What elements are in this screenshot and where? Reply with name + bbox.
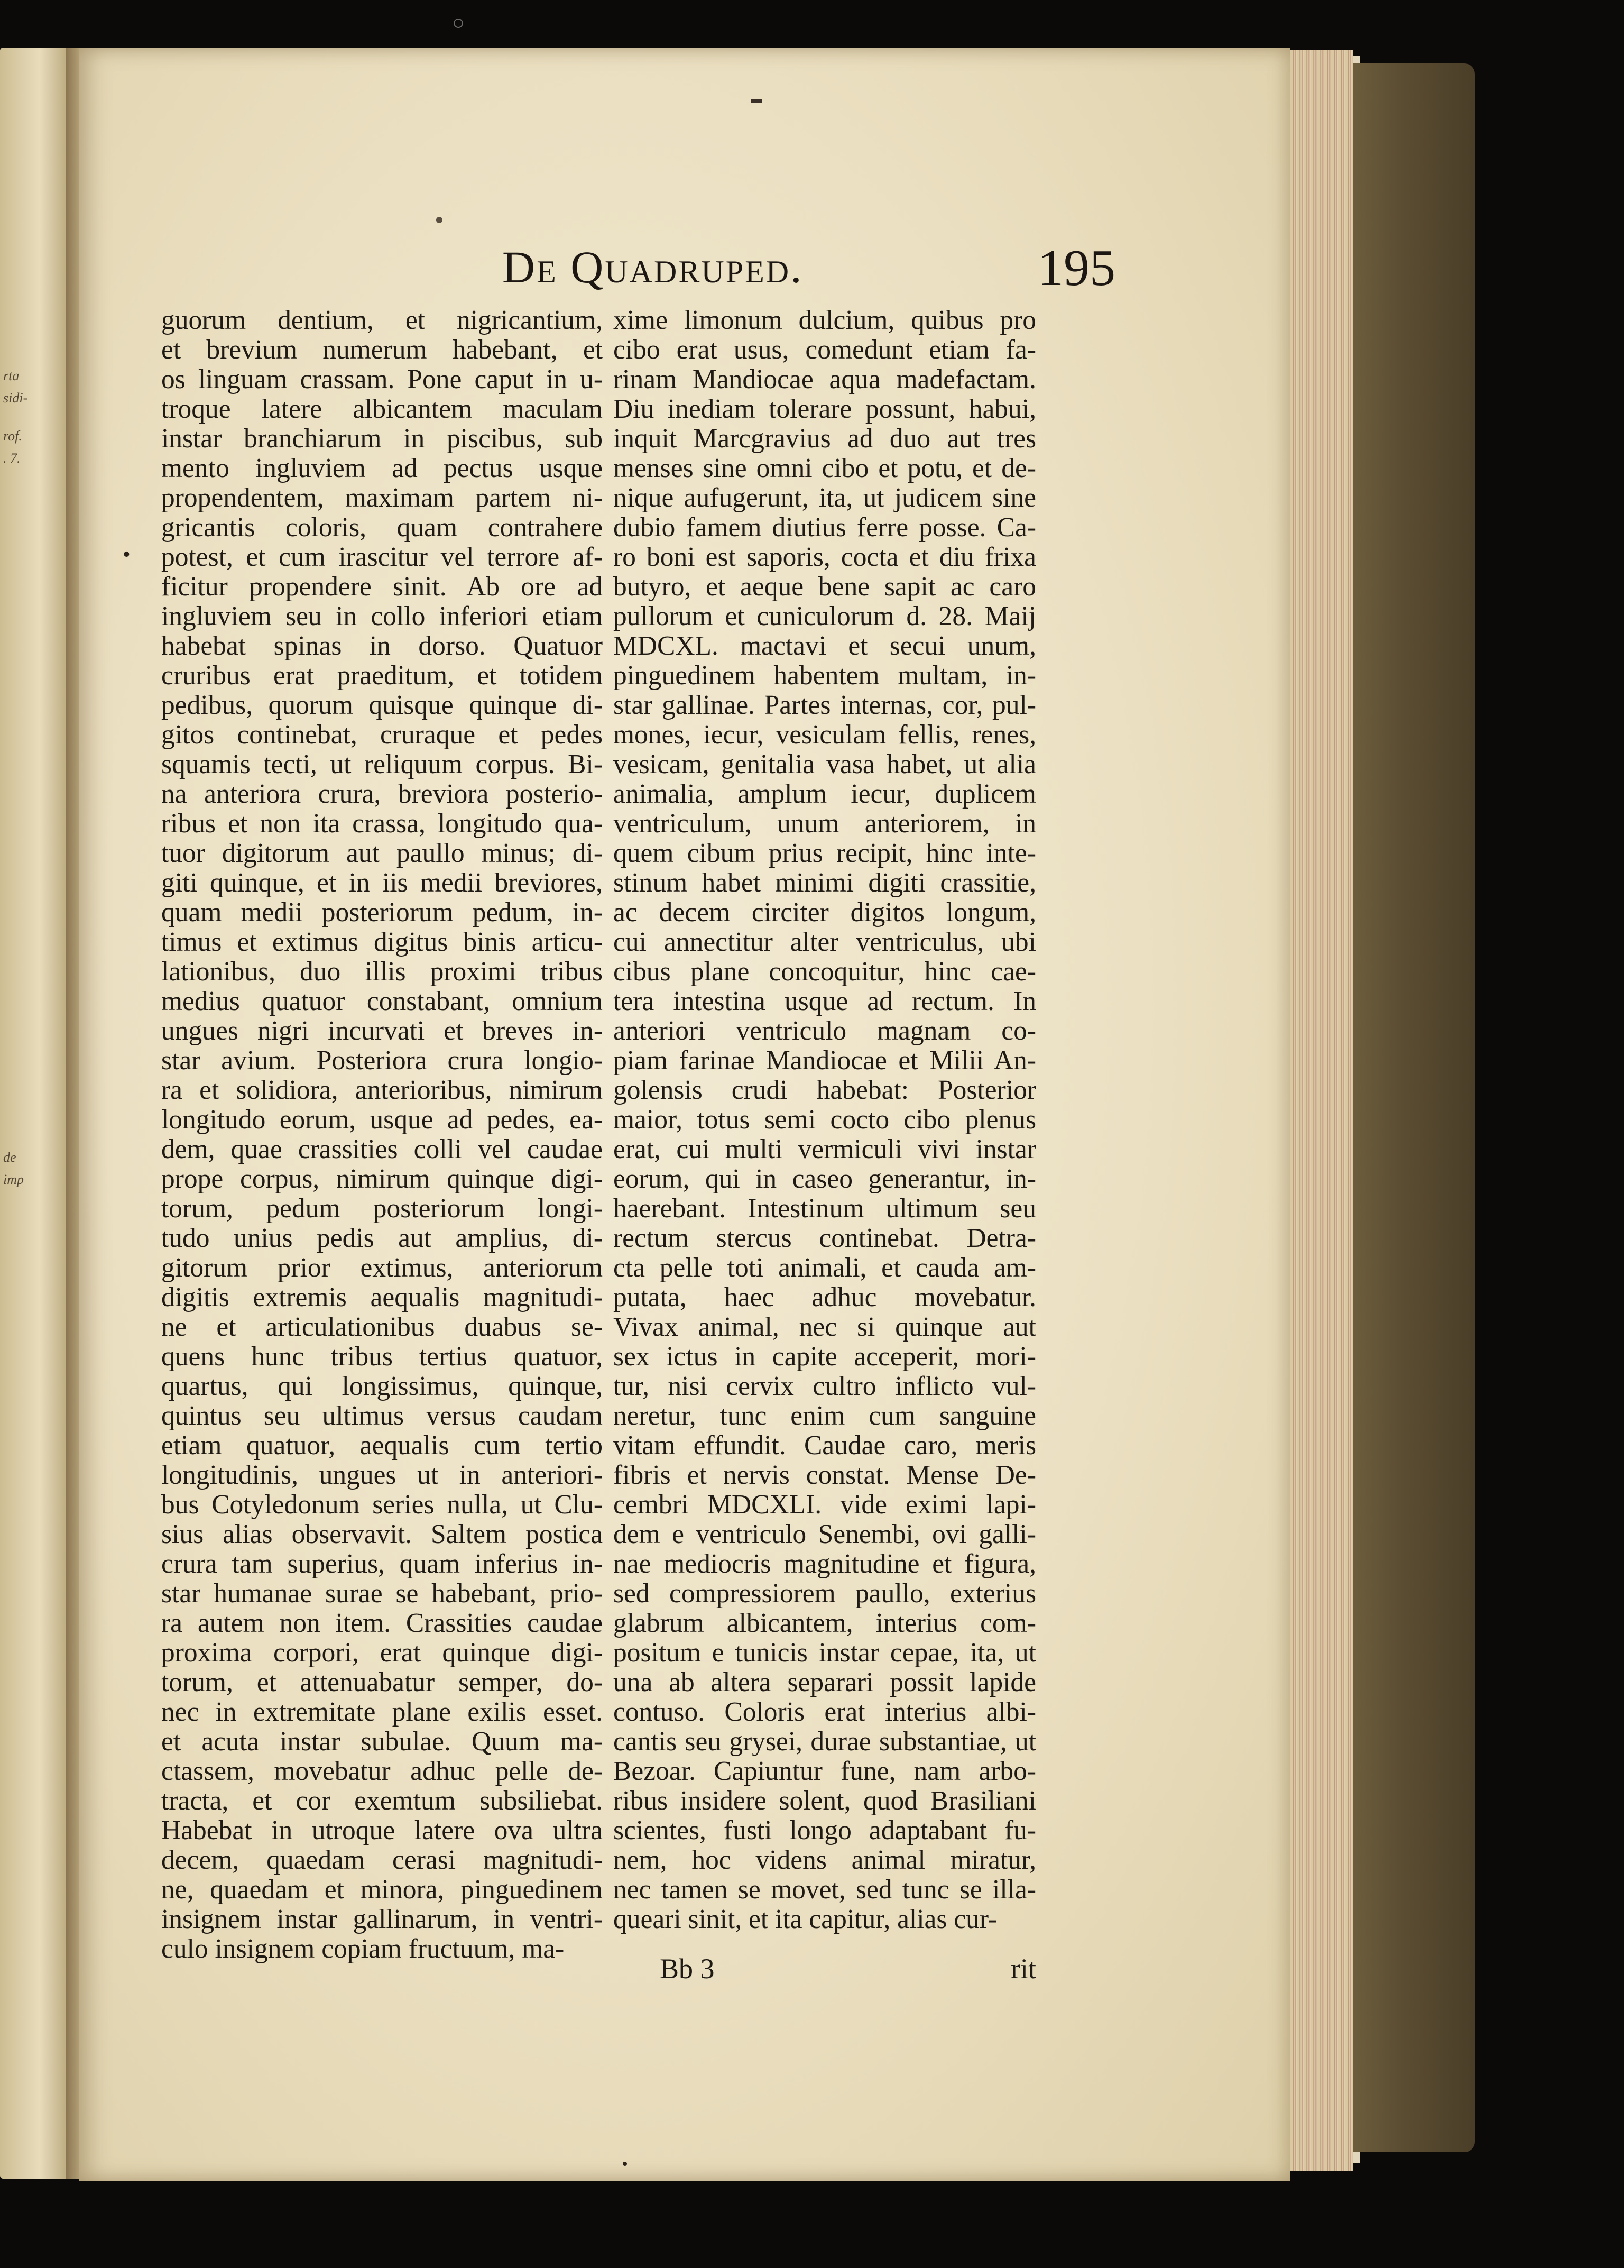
text-line: pinguedinem habentem multam, in- [613, 661, 1036, 691]
text-line: cruribus erat praeditum, et totidem [161, 661, 603, 691]
ink-dot [436, 217, 442, 223]
text-line: anteriori ventriculo magnam co- [613, 1016, 1036, 1046]
text-line: rectum stercus continebat. Detra- [613, 1224, 1036, 1253]
text-line: Diu inediam tolerare possunt, habui, [613, 394, 1036, 424]
text-line: lationibus, duo illis proximi tribus [161, 957, 603, 987]
text-column-right [613, 306, 1036, 1966]
text-line: dubio famem diutius ferre posse. Ca- [613, 513, 1036, 543]
text-line: nique aufugerunt, ita, ut judicem sine [613, 483, 1036, 513]
text-line: medius quatuor constabant, omnium [161, 987, 603, 1016]
text-line: piam farinae Mandiocae et Milii An- [613, 1046, 1036, 1076]
book-cover [1353, 63, 1475, 2152]
text-line: tur, nisi cervix cultro inflicto vul- [613, 1372, 1036, 1401]
text-line: longitudo eorum, usque ad pedes, ea- [161, 1105, 603, 1135]
text-line: vitam effundit. Caudae caro, meris [613, 1431, 1036, 1461]
ink-dot [623, 2162, 627, 2166]
text-line: prope corpus, nimirum quinque digi- [161, 1164, 603, 1194]
text-line: etiam quatuor, aequalis cum tertio [161, 1431, 603, 1461]
text-line: dem, quae crassities colli vel caudae [161, 1135, 603, 1164]
catchword: rit [1011, 1953, 1036, 1985]
running-title: De Quadruped. [502, 242, 804, 292]
text-line: xime limonum dulcium, quibus pro [613, 306, 1036, 335]
margin-note: rta sidi- [3, 368, 28, 406]
text-line: fibris et nervis constat. Mense De- [613, 1461, 1036, 1490]
margin-mark: • [123, 543, 131, 567]
text-line: quintus seu ultimus versus caudam [161, 1401, 603, 1431]
text-line: gitorum prior extimus, anteriorum [161, 1253, 603, 1283]
text-line: cantis seu grysei, durae substantiae, ut [613, 1727, 1036, 1757]
text-line: gitos continebat, cruraque et pedes [161, 720, 603, 750]
text-line: guorum dentium, et nigricantium, [161, 306, 603, 335]
text-line: putata, haec adhuc movebatur. [613, 1283, 1036, 1312]
signature-mark: Bb 3 [660, 1953, 715, 1985]
text-line: giti quinque, et in iis medii breviores, [161, 868, 603, 898]
text-line: ribus insidere solent, quod Brasiliani [613, 1786, 1036, 1816]
text-line: tudo unius pedis aut amplius, di- [161, 1224, 603, 1253]
text-line: gricantis coloris, quam contrahere [161, 513, 603, 543]
text-line: instar branchiarum in piscibus, sub [161, 424, 603, 454]
text-column-left [161, 306, 603, 1966]
text-line: ra et solidiora, anterioribus, nimirum [161, 1076, 603, 1105]
text-line: na anteriora crura, breviora posterio- [161, 779, 603, 809]
text-line: cembri MDCXLI. vide eximi lapi- [613, 1490, 1036, 1520]
text-line: quens hunc tribus tertius quatuor, [161, 1342, 603, 1372]
text-line: Habebat in utroque latere ova ultra [161, 1816, 603, 1845]
text-line: glabrum albicantem, interius com- [613, 1609, 1036, 1638]
text-line: insignem instar gallinarum, in ventri- [161, 1905, 603, 1934]
text-line: star humanae surae se habebant, prio- [161, 1579, 603, 1609]
text-line: Vivax animal, nec si quinque aut [613, 1312, 1036, 1342]
text-line: mento ingluviem ad pectus usque [161, 454, 603, 483]
text-line: nec in extremitate plane exilis esset. [161, 1697, 603, 1727]
page-number: 195 [1038, 240, 1115, 297]
text-line: una ab altera separari possit lapide [613, 1668, 1036, 1697]
text-line: nec tamen se movet, sed tunc se illa- [613, 1875, 1036, 1905]
text-line: tracta, et cor exemtum subsiliebat. [161, 1786, 603, 1816]
margin-note: de imp [3, 1150, 24, 1187]
text-line: ribus et non ita crassa, longitudo qua- [161, 809, 603, 839]
margin-note: rof. . 7. [3, 428, 22, 466]
text-line: sex ictus in capite acceperit, mori- [613, 1342, 1036, 1372]
text-line: timus et extimus digitus binis articu- [161, 928, 603, 957]
text-line: eorum, qui in caseo generantur, in- [613, 1164, 1036, 1194]
text-line: positum e tunicis instar cepae, ita, ut [613, 1638, 1036, 1668]
text-line: torum, et attenuabatur semper, do- [161, 1668, 603, 1697]
text-line: queari sinit, et ita capitur, alias cur- [613, 1905, 998, 1934]
text-line: rinam Mandiocae aqua madefactam. [613, 365, 1036, 394]
text-line: culo insignem copiam fructuum, ma- [161, 1934, 565, 1964]
text-line: longitudinis, ungues ut in anteriori- [161, 1461, 603, 1490]
text-line: ac decem circiter digitos longum, [613, 898, 1036, 928]
text-line: squamis tecti, ut reliquum corpus. Bi- [161, 750, 603, 779]
text-line: quem cibum prius recipit, hinc inte- [613, 839, 1036, 868]
text-line: ra autem non item. Crassities caudae [161, 1609, 603, 1638]
text-line: ne, quaedam et minora, pinguedinem [161, 1875, 603, 1905]
running-head [79, 241, 1290, 304]
dash-mark [751, 99, 762, 103]
text-line: digitis extremis aequalis magnitudi- [161, 1283, 603, 1312]
text-line: et acuta instar subulae. Quum ma- [161, 1727, 603, 1757]
text-line: tuor digitorum aut paullo minus; di- [161, 839, 603, 868]
text-line: sius alias observavit. Saltem postica [161, 1520, 603, 1549]
text-line: star gallinae. Partes internas, cor, pul- [613, 691, 1036, 720]
text-line: stinum habet minimi digiti crassitie, [613, 868, 1036, 898]
ring-speck [454, 19, 463, 28]
text-line: nae mediocris magnitudine et figura, [613, 1549, 1036, 1579]
text-line: ficitur propendere sinit. Ab ore ad [161, 572, 603, 602]
text-line: mones, iecur, vesiculam fellis, renes, [613, 720, 1036, 750]
text-line: troque latere albicantem maculam [161, 394, 603, 424]
text-line: pullorum et cuniculorum d. 28. Maij [613, 602, 1036, 631]
text-line: et brevium numerum habebant, et [161, 335, 603, 365]
facing-page-edge [0, 48, 66, 2179]
text-line: ctassem, movebatur adhuc pelle de- [161, 1757, 603, 1786]
text-line: crura tam superius, quam inferius in- [161, 1549, 603, 1579]
text-line: pedibus, quorum quisque quinque di- [161, 691, 603, 720]
text-line: habebat spinas in dorso. Quatuor [161, 631, 603, 661]
text-line: potest, et cum irascitur vel terrore af- [161, 543, 603, 572]
text-line: torum, pedum posteriorum longi- [161, 1194, 603, 1224]
text-line: bus Cotyledonum series nulla, ut Clu- [161, 1490, 603, 1520]
text-line: ne et articulationibus duabus se- [161, 1312, 603, 1342]
facing-page-margin-notes [3, 365, 62, 1207]
text-line: animalia, amplum iecur, duplicem [613, 779, 1036, 809]
text-line: tera intestina usque ad rectum. In [613, 987, 1036, 1016]
text-line: nem, hoc videns animal miratur, [613, 1845, 1036, 1875]
text-line: MDCXL. mactavi et secui unum, [613, 631, 1036, 661]
text-line: cta pelle toti animali, et cauda am- [613, 1253, 1036, 1283]
text-line: propendentem, maximam partem ni- [161, 483, 603, 513]
text-line: butyro, et aeque bene sapit ac caro [613, 572, 1036, 602]
text-line: golensis crudi habebat: Posterior [613, 1076, 1036, 1105]
page-edges [1290, 50, 1353, 2171]
text-line: menses sine omni cibo et potu, et de- [613, 454, 1036, 483]
text-line: cibo erat usus, comedunt etiam fa- [613, 335, 1036, 365]
text-line: contuso. Coloris erat interius albi- [613, 1697, 1036, 1727]
text-line: proxima corpori, erat quinque digi- [161, 1638, 603, 1668]
text-line: Bezoar. Capiuntur fune, nam arbo- [613, 1757, 1036, 1786]
text-line: neretur, tunc enim cum sanguine [613, 1401, 1036, 1431]
text-line: scientes, fusti longo adaptabant fu- [613, 1816, 1036, 1845]
text-line: quartus, qui longissimus, quinque, [161, 1372, 603, 1401]
text-line: haerebant. Intestinum ultimum seu [613, 1194, 1036, 1224]
text-line: dem e ventriculo Senembi, ovi galli- [613, 1520, 1036, 1549]
text-line: quam medii posteriorum pedum, in- [161, 898, 603, 928]
text-line: cibus plane concoquitur, hinc cae- [613, 957, 1036, 987]
text-line: maior, totus semi cocto cibo plenus [613, 1105, 1036, 1135]
text-line: ventriculum, unum anteriorem, in [613, 809, 1036, 839]
text-line: star avium. Posteriora crura longio- [161, 1046, 603, 1076]
text-line: ungues nigri incurvati et breves in- [161, 1016, 603, 1046]
text-line: cui annectitur alter ventriculus, ubi [613, 928, 1036, 957]
text-line: vesicam, genitalia vasa habet, ut alia [613, 750, 1036, 779]
text-line: ingluviem seu in collo inferiori etiam [161, 602, 603, 631]
text-line: ro boni est saporis, cocta et diu frixa [613, 543, 1036, 572]
text-line: decem, quaedam cerasi magnitudi- [161, 1845, 603, 1875]
text-line: sed compressiorem paullo, exterius [613, 1579, 1036, 1609]
text-line: os linguam crassam. Pone caput in u- [161, 365, 603, 394]
text-line: inquit Marcgravius ad duo aut tres [613, 424, 1036, 454]
text-line: erat, cui multi vermiculi vivi instar [613, 1135, 1036, 1164]
